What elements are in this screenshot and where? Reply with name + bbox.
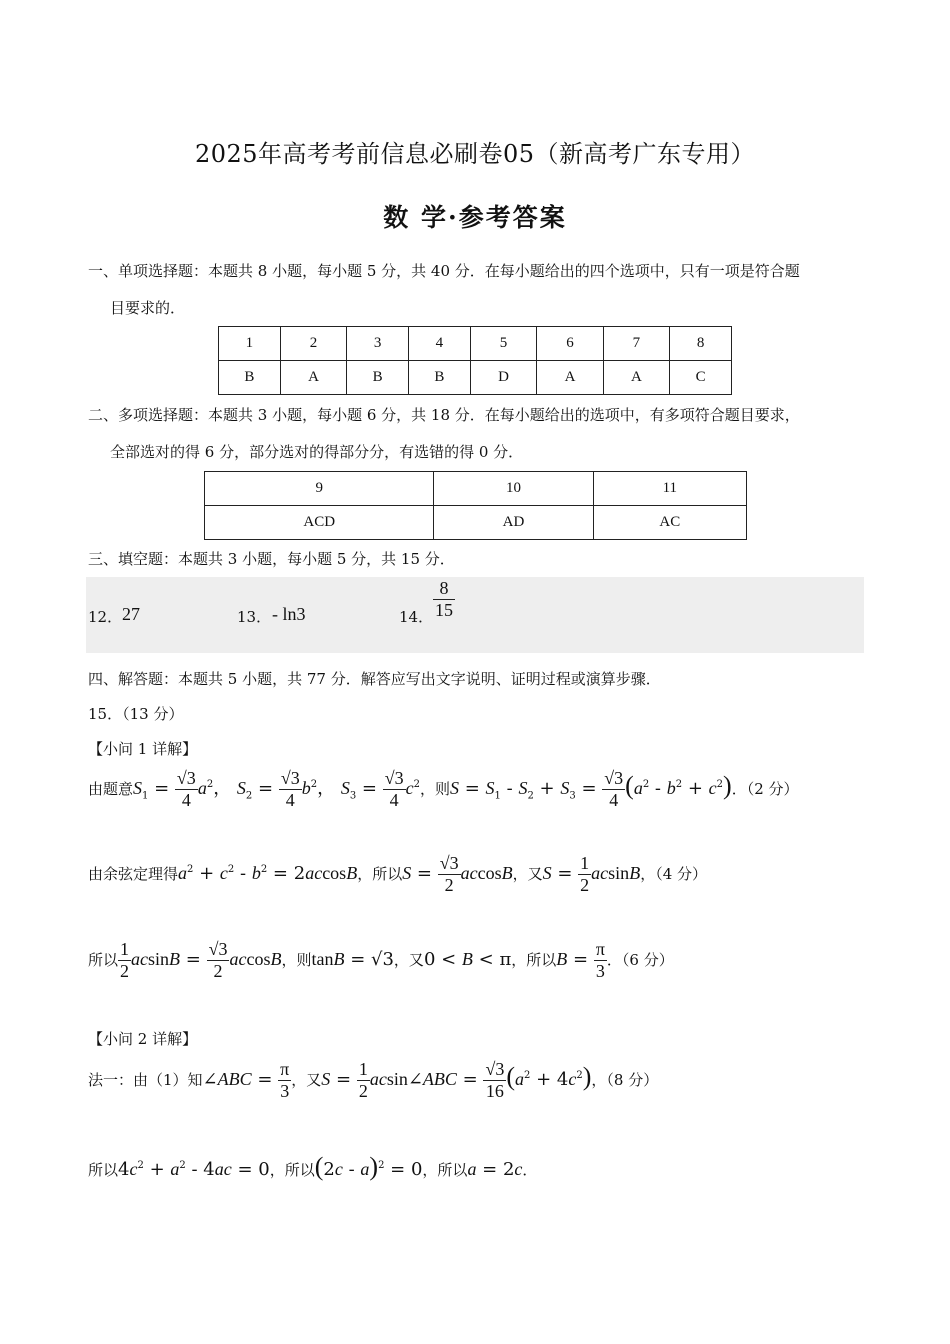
line-text: 所以: [88, 1161, 119, 1179]
line-text: 由余弦定理得: [88, 865, 179, 884]
table-cell: 3: [347, 327, 409, 361]
line-text: ．: [522, 1161, 538, 1179]
line-text: 所以: [88, 951, 119, 970]
math-expression: B = $\frac{\pi}{3}$: [556, 939, 605, 981]
table-row: [205, 472, 747, 506]
section2-heading-cont: 全部选对的得 6 分，部分选对的得部分分，有选错的得 0 分．: [110, 443, 524, 461]
table-cell: C: [670, 361, 732, 395]
table-cell: 5: [470, 327, 536, 361]
table-cell: 11: [593, 472, 746, 506]
table-cell: A: [603, 361, 669, 395]
line-text: ，所以: [422, 1161, 468, 1179]
line-text: ，则: [281, 951, 312, 970]
math-expression: $\frac{1}{2}$ acsinB = $\frac{√3}{2}$ accosB: [120, 939, 282, 981]
line-text: ，又: [512, 865, 543, 884]
solution-line-4: [88, 1059, 658, 1101]
q12-answer: 27: [122, 604, 140, 624]
document-title: 2025年高考考前信息必刷卷05（新高考广东专用）: [194, 140, 756, 168]
table-cell: A: [280, 361, 346, 395]
math-expression: ∠ABC = $\frac{\pi}{3}$: [202, 1059, 290, 1101]
table-cell: 10: [434, 472, 593, 506]
table-cell: 8: [670, 327, 732, 361]
section3-heading: 三、填空题：本题共 3 小题，每小题 5 分，共 15 分．: [88, 550, 455, 568]
solution-line-5: [88, 1152, 537, 1182]
table-cell: AD: [434, 506, 593, 540]
single-choice-answer-table: [218, 326, 732, 395]
q14-answer: [433, 578, 455, 620]
solution-line-3: [88, 939, 674, 981]
math-expression: S = $\frac{1}{2}$ acsinB: [542, 853, 641, 895]
math-expression: 0 < B < π: [423, 949, 512, 971]
q14-label: 14．: [399, 608, 434, 626]
q13-label: 13．: [237, 608, 272, 626]
fraction-denominator: 15: [435, 599, 453, 620]
math-expression: $a^2 + c^2 - b^2 = 2accosB$: [178, 863, 358, 885]
math-expression: a = 2c: [467, 1159, 523, 1180]
document-subtitle: 数 学·参考答案: [383, 203, 567, 232]
table-cell: 7: [603, 327, 669, 361]
math-expression: S = $\frac{1}{2}$ acsin∠ABC = $\frac{√3}{16}$ $(a^2 + 4c^2)$: [321, 1059, 592, 1101]
solution-line-2: [88, 853, 707, 895]
fraction-numerator: 8: [433, 578, 455, 600]
table-cell: 2: [280, 327, 346, 361]
section1-heading: 一、单项选择题：本题共 8 小题，每小题 5 分，共 40 分．在每小题给出的四个选项中，只有一项是符合题: [88, 262, 800, 280]
line-text: ，所以: [511, 951, 557, 970]
multi-choice-answer-table: [204, 471, 747, 540]
line-text: ，又: [291, 1071, 322, 1090]
table-cell: A: [537, 361, 603, 395]
table-cell: B: [219, 361, 281, 395]
table-cell: 1: [219, 327, 281, 361]
line-text: 法一：由（1）知: [88, 1071, 203, 1090]
table-cell: ACD: [205, 506, 434, 540]
score-note: ，（8 分）: [591, 1071, 659, 1090]
q13-answer: - ln3: [272, 604, 306, 624]
score-note: ．（2 分）: [731, 780, 799, 799]
table-cell: B: [409, 361, 471, 395]
math-expression: tanB = √3: [311, 949, 394, 971]
table-cell: B: [347, 361, 409, 395]
line-text: 由题意: [88, 780, 134, 799]
table-cell: AC: [593, 506, 746, 540]
table-cell: 9: [205, 472, 434, 506]
math-expression: (2c - a)$^2$ = 0: [314, 1152, 423, 1181]
table-cell: 6: [537, 327, 603, 361]
q15-title: 15．（13 分）: [88, 705, 184, 723]
table-cell: 4: [409, 327, 471, 361]
table-row: [219, 327, 732, 361]
table-cell: D: [470, 361, 536, 395]
fill-in-answers-box: [86, 577, 864, 653]
line-text: ，所以: [269, 1161, 315, 1179]
math-expression: $S = S_1 - S_2 + S_3$ = $\frac{√3}{4}$ $(a^2 - b^2 + c^2)$: [450, 768, 732, 810]
score-note: ．（6 分）: [606, 951, 674, 970]
math-expression: S = $\frac{√3}{2}$ accosB: [402, 853, 513, 895]
part2-title: 【小问 2 详解】: [88, 1030, 198, 1048]
section1-heading-cont: 目要求的．: [110, 299, 186, 317]
line-text: ，又: [393, 951, 424, 970]
table-row: [219, 361, 732, 395]
line-text: ，则: [420, 780, 451, 799]
table-row: [205, 506, 747, 540]
part1-title: 【小问 1 详解】: [88, 740, 198, 758]
line-text: ，所以: [357, 865, 403, 884]
solution-line-1: [88, 768, 799, 810]
section2-heading: 二、多项选择题：本题共 3 小题，每小题 6 分，共 18 分．在每小题给出的选项中，有多项符合题目要求，: [88, 406, 800, 424]
math-expression: $S_1$ = $\frac{√3}{4}$ $a^2$， $S_2$ = $\frac{√3}{4}$ $b^2$， $S_3$ = $\frac{√3}{4}$ $c^2$: [133, 768, 420, 810]
section4-heading: 四、解答题：本题共 5 小题，共 77 分．解答应写出文字说明、证明过程或演算步骤．: [88, 670, 661, 688]
q12-label: 12．: [88, 608, 123, 626]
score-note: ，（4 分）: [640, 865, 707, 884]
math-expression: $4c^2 + a^2 - 4ac = 0$: [118, 1159, 270, 1180]
